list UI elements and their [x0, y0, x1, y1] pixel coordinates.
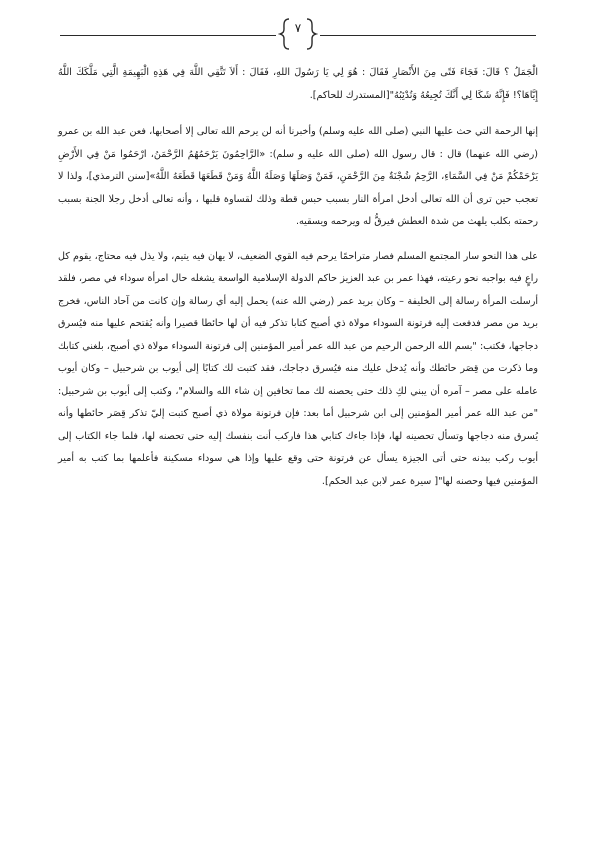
page-body: [58, 62, 538, 505]
header-rule-right: [320, 35, 536, 36]
paragraph-mercy: إنها الرحمة التي حث عليها النبي (صلى الله عليه وسلم) وأخبرنا أنه لن يرحم الله تعالى إلا أصحابها، فعن عبد الله بن عمرو (رضي الله عنهما) قال : قال رسول الله (صلى الله عليه و سلم): «الرَّاحِمُونَ يَرْحَمُهُمُ الرَّحْمَنُ، ارْحَمُوا مَنْ فِي الأَرْضِ يَرْحَمْكُمْ مَنْ فِي السَّمَاءِ، الرَّحِمُ شُجْنَةٌ مِنَ الرَّحْمَنِ، فَمَنْ وَصَلَهَا وَصَلَهُ اللَّهُ وَمَنْ قَطَعَهَا قَطَعَهُ اللَّهُ»[سنن الترمذي]، ولذا لا تعجب حين ترى أن الله تعالى أدخل امرأة النار بسبب حبس قطة وذلك لقساوة قلبها ، وأنه تعالى أدخل رجلا الجنة بسبب رحمته بكلب يلهث من شدة العطش فيرقُّ له ويرحمه ويسقيه.: [58, 126, 538, 227]
header-rule-left: [60, 35, 276, 36]
page-header: [60, 16, 536, 56]
right-brace-ornament: [304, 18, 318, 50]
page-number: ٧: [294, 21, 302, 35]
paragraph-umar-letter: على هذا النحو سار المجتمع المسلم فصار متراحمًا يرحم فيه القوي الضعيف، لا يهان فيه يتيم، ولا يذل فيه محتاج، يقوم كل راعٍ فيه بواجبه نحو رعيته، فهذا عمر بن عبد العزيز حاكم الدولة الإسلامية الواسعة يشغله حال امرأة سوداء في مصر، فلقد أرسلت المرأة رسالة إلى الخليفة – وكان بريد عمر (رضي الله عنه) يحمل إليه أي رسالة وإن كانت من آحاد الناس، فخرج بريد من مصر فدفعت إليه فرتونة السوداء مولاة ذي أصبح كتابا تذكر فيه أن لها حائطا قصيرا وأنه يُقتحم عليها منه فيُسرق دجاجها، فكتب: "بسم الله الرحمن الرحيم من عبد الله عمر أمير المؤمنين إلى فرتونة السوداء مولاة ذي أصبح، بلغني كتابك وما ذكرت من قِصَر حائطك وأنه يُدخل عليك منه فيُسرق دجاجك، فقد كتبت لك كتابًا إلى أيوب بن شرحبيل – وكان أيوب عامله على مصر – آمره أن يبني لكِ ذلك حتى يحصنه لك مما تخافين إن شاء الله والسلام"، وكتب إلى أيوب بن شرحبيل: "من عبد الله عمر أمير المؤمنين إلى ابن شرحبيل أما بعد: فإن فرتونة مولاة ذي أصبح كتبت إليّ تذكر قِصَر حائطها وأنه يُسرق منه دجاجها وتسأل تحصينه لها، فإذا جاءك كتابي هذا فاركب أنت بنفسك إليه حتى تحصنه لها، فلما جاء الكتاب إلى أيوب ركب ببدنه حتى أتى الجيزة يسأل عن فرتونة حتى وقع عليها وإذا هي سوداء مسكينة فأعلمها بما كتب به أمير المؤمنين فيها وحصنه لها"[ سيرة عمر لابن عبد الحكم].: [58, 250, 538, 487]
paragraph-hadith-camel: الْجَمَلُ ؟ قَالَ: فَجَاءَ فَتًى مِنَ الأَنْصَارِ فَقَالَ : هُوَ لِي يَا رَسُولَ اللهِ، فَقَالَ : أَلاَ تَتَّقِي اللَّهَ فِي هَذِهِ الْبَهِيمَةِ الَّتِي مَلَّكَكَ اللَّهُ إِيَّاهَا؟! فَإِنَّهُ شَكَا لِي أَنَّكَ تُجِيعُهُ وَتُدْئِبُهُ"[المستدرك للحاكم].: [58, 67, 538, 101]
